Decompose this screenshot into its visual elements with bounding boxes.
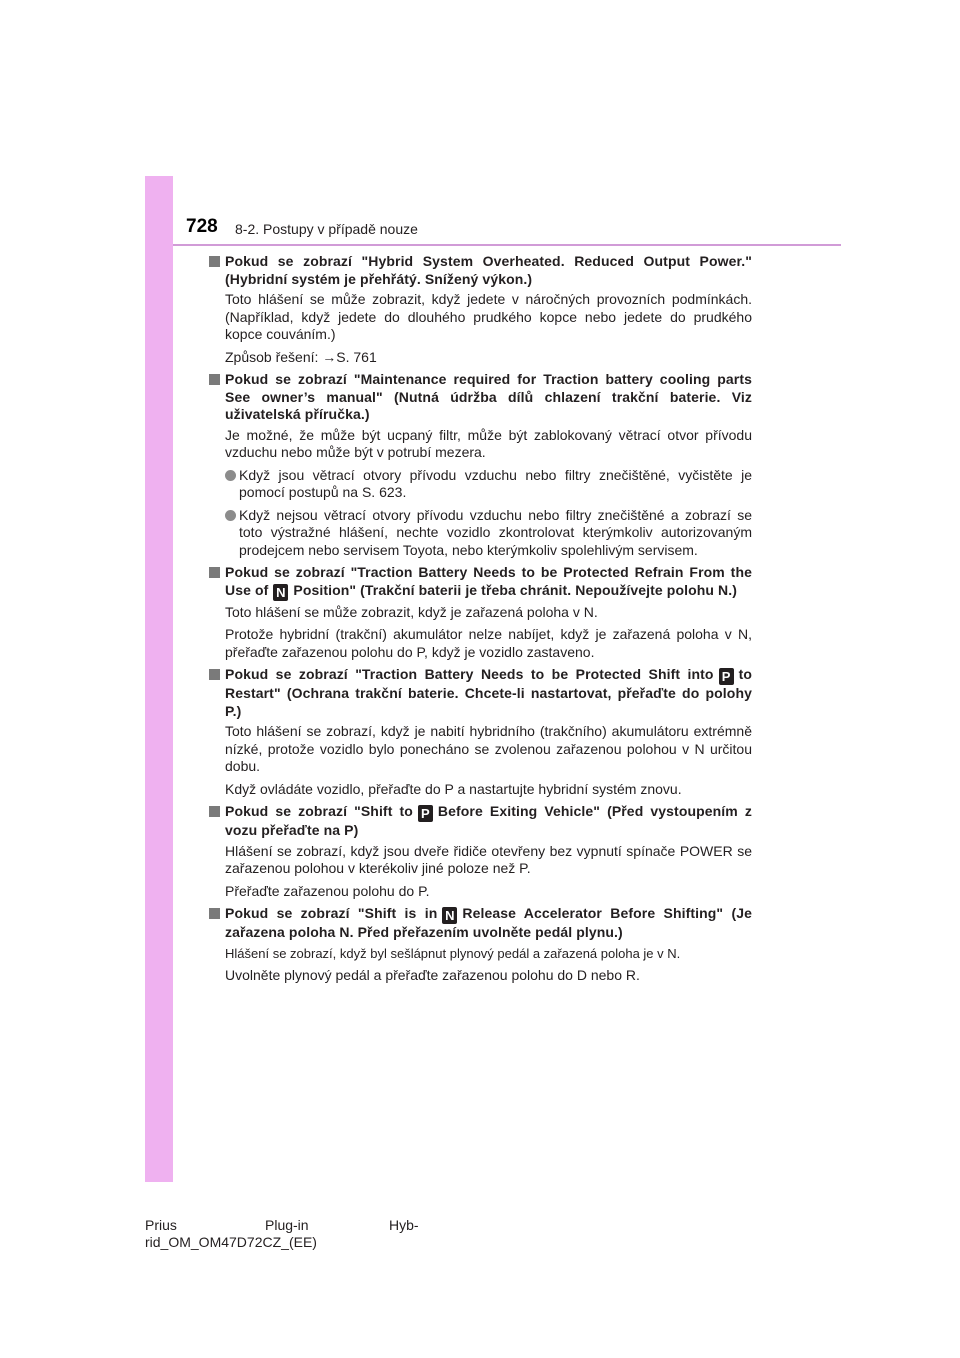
paragraph: Toto hlášení se může zobrazit, když jedete v náročných provozních podmínkách. (Například, když jedete do dlouhého prudkého kopce nebo jedete do prudkého kopce couváním.) — [225, 291, 752, 342]
message-heading-shift-to-p-before-exit — [208, 803, 752, 840]
footer-line-2: rid_OM_OM47D72CZ_(EE) — [145, 1234, 317, 1250]
section-title: 8-2. Postupy v případě nouze — [235, 221, 418, 237]
paragraph: Protože hybridní (trakční) akumulátor nelze nabíjet, když je zařazená poloha v N, přeřaďte zařazenou polohu do P, když je vozidlo zastaveno. — [225, 626, 752, 660]
square-bullet-icon — [209, 374, 220, 385]
header-rule — [173, 244, 841, 246]
paragraph-page-reference: Způsob řešení: →S. 761 — [225, 348, 377, 365]
circle-bullet-icon — [225, 510, 236, 521]
p-position-icon: P — [719, 668, 734, 685]
paragraph: Hlášení se zobrazí, když byl sešlápnut plynový pedál a zařazená poloha je v N. — [225, 945, 681, 961]
footer-model-word: Prius — [145, 1217, 177, 1233]
heading-text-end: Before Exiting Vehicle" (Před vystoupením z vozu přeřaďte na P) — [225, 803, 752, 838]
heading-text: Pokud se zobrazí "Maintenance required for Traction battery cooling parts See owner’s manual" (Nutná údržba dílů chlazení trakční baterie. Viz uživatelská příručka.) — [225, 371, 752, 422]
square-bullet-icon — [209, 908, 220, 919]
paragraph: Toto hlášení se může zobrazit, když je zařazená poloha v N. — [225, 603, 598, 620]
page-number: 728 — [186, 216, 218, 237]
message-heading-maintenance-required — [208, 371, 752, 424]
footer-hyb-word: Hyb- — [389, 1217, 419, 1233]
message-heading-release-accelerator — [208, 905, 752, 942]
paragraph: Přeřaďte zařazenou polohu do P. — [225, 882, 430, 899]
square-bullet-icon — [209, 567, 220, 578]
heading-text-start: Pokud se zobrazí "Shift is in — [225, 905, 438, 921]
n-position-icon: N — [442, 907, 457, 924]
paragraph: Je možné, že může být ucpaný filtr, může být zablokovaný větrací otvor přívodu vzduchu nebo může být v potrubí mezera. — [225, 426, 752, 460]
n-position-icon: N — [273, 584, 288, 601]
message-heading-shift-into-p-restart — [208, 666, 752, 720]
paragraph: Hlášení se zobrazí, když jsou dveře řidiče otevřeny bez vypnutí spínače POWER se zařazenou polohou v kterékoliv jiné poloze než P. — [225, 842, 752, 876]
side-color-band — [145, 176, 173, 1182]
list-item-text: Když nejsou větrací otvory přívodu vzduchu nebo filtry znečištěné a zobrazí se toto výstražné hlášení, nechte vozidlo zkontrolovat kterýmkoliv autorizovaným prodejcem nebo servisem Toyota, nebo kterýmkoliv spolehlivým servisem. — [239, 506, 752, 558]
footer-plugin-word: Plug-in — [265, 1217, 309, 1233]
heading-text-end: Position" (Trakční baterii je třeba chránit. Nepoužívejte polohu N.) — [293, 581, 738, 598]
paragraph: Když ovládáte vozidlo, přeřaďte do P a nastartujte hybridní systém znovu. — [225, 780, 682, 797]
paragraph: Uvolněte plynový pedál a přeřaďte zařazenou polohu do D nebo R. — [225, 967, 640, 983]
heading-text: Pokud se zobrazí "Hybrid System Overheated. Reduced Output Power." (Hybridní systém je přehřátý. Snížený výkon.) — [225, 253, 752, 287]
square-bullet-icon — [209, 806, 220, 817]
heading-text-end: to Restart" (Ochrana trakční baterie. Chcete-li nastartovat, přeřaďte do polohy P.) — [225, 666, 752, 719]
circle-bullet-icon — [225, 470, 236, 481]
list-item-text: Když jsou větrací otvory přívodu vzduchu nebo filtry znečištěné, vyčistěte je pomocí postupů na S. 623. — [239, 466, 752, 500]
square-bullet-icon — [209, 256, 220, 267]
list-item — [208, 507, 752, 560]
heading-text-start: Pokud se zobrazí "Traction Battery Needs to be Protected Refrain From the Use of — [225, 564, 752, 598]
page-content — [208, 253, 752, 990]
message-heading-refrain-from-n — [208, 564, 752, 601]
paragraph: Toto hlášení se zobrazí, když je nabití hybridního (trakčního) akumulátoru extrémně nízké, protože vozidlo bylo ponecháno se zvolenou zařazenou polohou v N určitou dobu. — [225, 723, 752, 774]
heading-text-start: Pokud se zobrazí "Traction Battery Needs to be Protected Shift into — [225, 666, 714, 682]
heading-text-start: Pokud se zobrazí "Shift to — [225, 803, 413, 819]
list-item — [208, 467, 752, 502]
footer-line-1 — [145, 1217, 419, 1234]
square-bullet-icon — [209, 669, 220, 680]
page-footer — [145, 1217, 419, 1251]
heading-text-end: Release Accelerator Before Shifting" (Je zařazena poloha N. Před přeřazením uvolněte pedál plynu.) — [225, 905, 752, 940]
p-position-icon: P — [418, 805, 433, 822]
message-heading-hybrid-overheated — [208, 253, 752, 288]
